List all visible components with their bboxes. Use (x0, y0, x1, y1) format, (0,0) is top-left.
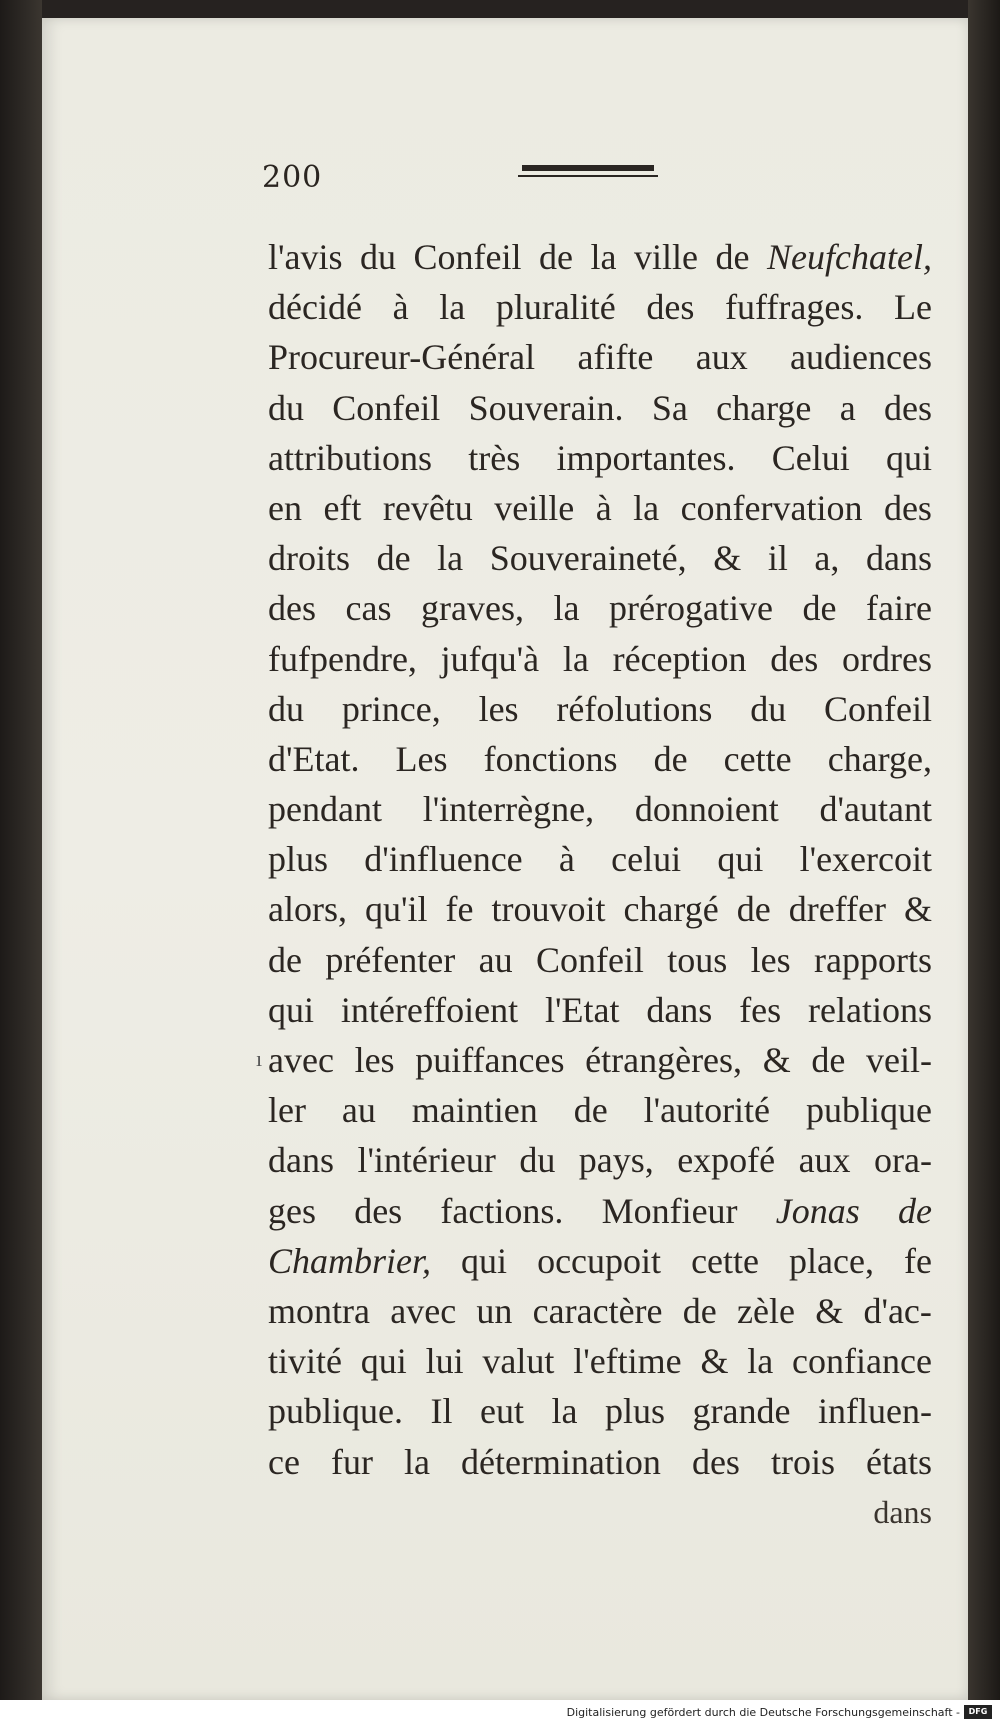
word: publique. (268, 1391, 403, 1432)
text-line (268, 1085, 932, 1135)
word: ora- (874, 1140, 932, 1181)
word: la (562, 638, 589, 679)
word: importantes. (556, 437, 736, 478)
word: confiance (792, 1341, 932, 1382)
word: audiences (790, 337, 932, 378)
word: grande (692, 1391, 791, 1432)
word: afifte (577, 337, 654, 378)
word: en (268, 487, 302, 528)
header-rule-thick (522, 165, 654, 171)
word: expofé (677, 1140, 776, 1181)
word: intéreffoient (340, 989, 519, 1030)
word: Souveraineté, (489, 538, 687, 579)
word: zèle (737, 1290, 795, 1331)
header-rule-ornament (518, 165, 658, 179)
text-line (268, 985, 932, 1035)
text-line (268, 1437, 932, 1487)
word: du (519, 1140, 556, 1181)
word: Procureur-Général (268, 337, 536, 378)
word: qu'il (364, 889, 428, 930)
word: l'avis (268, 237, 343, 277)
word: veil- (865, 1040, 932, 1080)
word: de (539, 237, 573, 277)
word: Souverain. (468, 387, 624, 428)
catchword: dans (873, 1494, 932, 1530)
word: trois (770, 1441, 835, 1482)
word: cas (345, 588, 392, 629)
word: des (268, 588, 316, 629)
scan-frame-top (0, 0, 1000, 18)
body-text (268, 232, 932, 1487)
text-line (268, 583, 932, 633)
word: qui (885, 437, 932, 478)
word: à (595, 487, 612, 528)
text-line (268, 533, 932, 583)
word: étrangères, (585, 1040, 743, 1080)
word: de (376, 538, 411, 579)
word: de (268, 939, 302, 980)
text-line (268, 1135, 932, 1185)
word: du (360, 237, 396, 277)
word: à (558, 839, 575, 880)
word: Jonas (775, 1190, 860, 1231)
word: des (883, 487, 932, 528)
word: lui (425, 1341, 464, 1382)
word: fe (445, 889, 474, 930)
word: à (392, 287, 409, 328)
word: Confeil (535, 939, 644, 980)
word: qui (268, 989, 315, 1030)
word: revêtu (382, 487, 473, 528)
word: la (633, 487, 660, 528)
scan-frame-right (968, 0, 1000, 1729)
word: Monfieur (601, 1190, 738, 1231)
word: dans (268, 1140, 334, 1181)
word: charge (716, 387, 812, 428)
text-line (268, 834, 932, 884)
text-line (268, 1336, 932, 1386)
scan-frame-left (0, 0, 42, 1729)
word: il (767, 538, 788, 579)
word: d'ac- (863, 1290, 932, 1331)
digitization-credit: Digitalisierung gefördert durch die Deutsche Forschungsgemeinschaft - (566, 1706, 960, 1719)
word: des (884, 387, 932, 428)
word: faire (866, 588, 932, 629)
word: des (354, 1190, 403, 1231)
word: l'intérieur (357, 1140, 496, 1181)
word: Les (395, 738, 448, 779)
word: les (354, 1040, 395, 1080)
word: veille (494, 487, 575, 528)
word: Il (430, 1391, 453, 1432)
word: les (750, 939, 791, 980)
word: prérogative (609, 588, 773, 629)
word: ler (268, 1090, 306, 1131)
word: Confeil (332, 387, 441, 428)
word: dans (865, 538, 932, 579)
word: Confeil (413, 237, 522, 277)
word: de (736, 889, 771, 930)
word: charge, (827, 738, 932, 779)
word: factions. (440, 1190, 564, 1231)
word: un (476, 1290, 513, 1331)
word: dans (646, 989, 713, 1030)
word: avec (268, 1040, 334, 1080)
word: l'exercoit (799, 839, 932, 880)
word: de (573, 1090, 608, 1131)
word: la (551, 1391, 578, 1432)
word: préfenter (325, 939, 456, 980)
word: de (897, 1190, 932, 1231)
word: du (268, 688, 304, 729)
word: chargé (623, 889, 719, 930)
word: des (770, 638, 819, 679)
word: & (903, 889, 932, 930)
word: l'Etat (545, 989, 620, 1030)
text-line (268, 332, 932, 382)
word: des (646, 287, 695, 328)
word: réfolutions (556, 688, 713, 729)
word: fufpendre, (268, 638, 417, 679)
word: Sa (651, 387, 688, 428)
word: jufqu'à (440, 638, 540, 679)
word: de (811, 1040, 846, 1080)
word: la (590, 237, 617, 277)
word: attributions (268, 437, 432, 478)
word: au (478, 939, 513, 980)
word: qui (717, 839, 764, 880)
header-rule-thin (518, 175, 658, 177)
word: & (762, 1040, 791, 1080)
word: Neufchatel, (767, 237, 932, 277)
word: aux (695, 337, 748, 378)
text-line (268, 1186, 932, 1236)
word: montra (268, 1290, 370, 1331)
word: ce (268, 1441, 300, 1482)
word: ges (268, 1190, 316, 1231)
word: prince, (341, 688, 441, 729)
word: très (468, 437, 521, 478)
text-line (268, 383, 932, 433)
text-line (268, 684, 932, 734)
text-line (268, 784, 932, 834)
word: l'eftime (573, 1341, 682, 1382)
text-line (268, 734, 932, 784)
word: cette (723, 738, 792, 779)
word: détermination (460, 1441, 661, 1482)
text-line (268, 634, 932, 684)
word: occupoit (537, 1240, 662, 1281)
word: donnoient (634, 789, 779, 830)
text-line (268, 1035, 932, 1085)
word: pays, (578, 1140, 654, 1181)
word: d'Etat. (268, 738, 360, 779)
word: pluralité (495, 287, 616, 328)
word: Celui (771, 437, 850, 478)
word: la (403, 1441, 430, 1482)
text-line (268, 433, 932, 483)
page-number: 200 (262, 160, 323, 195)
word: confervation (680, 487, 863, 528)
word: Chambrier, (268, 1240, 432, 1281)
word: cette (691, 1240, 760, 1281)
word: & (713, 538, 742, 579)
word: place, (789, 1240, 874, 1281)
word: décidé (268, 287, 362, 328)
word: fur (330, 1441, 373, 1482)
text-line (268, 282, 932, 332)
word: ordres (841, 638, 932, 679)
word: fonctions (483, 738, 618, 779)
margin-mark: ı (256, 1046, 263, 1071)
word: trouvoit (491, 889, 606, 930)
word: dreffer (788, 889, 886, 930)
word: Confeil (824, 688, 932, 729)
dfg-logo: DFG (964, 1705, 992, 1719)
word: celui (611, 839, 682, 880)
word: publique (805, 1090, 932, 1131)
word: au (341, 1090, 376, 1131)
word: plus (605, 1391, 666, 1432)
word: fuffrages. (725, 287, 864, 328)
word: a, (814, 538, 840, 579)
text-line (268, 935, 932, 985)
word: puiffances (415, 1040, 565, 1080)
word: qui (461, 1240, 508, 1281)
word: plus (268, 839, 329, 880)
word: l'interrègne, (422, 789, 595, 830)
word: & (815, 1290, 844, 1331)
word: Le (893, 287, 932, 328)
word: les (478, 688, 519, 729)
word: fe (903, 1240, 932, 1281)
text-line (268, 1286, 932, 1336)
word: pendant (268, 789, 382, 830)
word: qui (360, 1341, 407, 1382)
text-line (268, 232, 932, 282)
text-line (268, 884, 932, 934)
word: droits (268, 538, 351, 579)
word: graves, (421, 588, 524, 629)
word: tous (667, 939, 728, 980)
word: & (700, 1341, 729, 1382)
word: réception (612, 638, 747, 679)
word: alors, (268, 889, 347, 930)
word: états (865, 1441, 932, 1482)
word: la (439, 287, 466, 328)
word: aux (798, 1140, 851, 1181)
word: du (750, 688, 787, 729)
word: rapports (814, 939, 932, 980)
word: du (268, 387, 304, 428)
word: de (802, 588, 837, 629)
word: ville (634, 237, 698, 277)
word: d'influence (364, 839, 523, 880)
word: fes (739, 989, 782, 1030)
word: de (653, 738, 688, 779)
word: tivité (268, 1341, 342, 1382)
text-line (268, 483, 932, 533)
word: avec (390, 1290, 457, 1331)
word: la (747, 1341, 774, 1382)
word: la (553, 588, 580, 629)
word: de (715, 237, 750, 277)
word: caractère (532, 1290, 663, 1331)
word: eft (323, 487, 362, 528)
word: de (682, 1290, 717, 1331)
word: l'autorité (643, 1090, 771, 1131)
word: eut (480, 1391, 524, 1432)
word: la (437, 538, 464, 579)
word: a (839, 387, 856, 428)
word: des (691, 1441, 740, 1482)
word: valut (482, 1341, 555, 1382)
text-line (268, 1236, 932, 1286)
word: influen- (818, 1391, 932, 1432)
word: relations (808, 989, 932, 1030)
text-line (268, 1386, 932, 1436)
word: d'autant (819, 789, 932, 830)
word: maintien (411, 1090, 538, 1131)
